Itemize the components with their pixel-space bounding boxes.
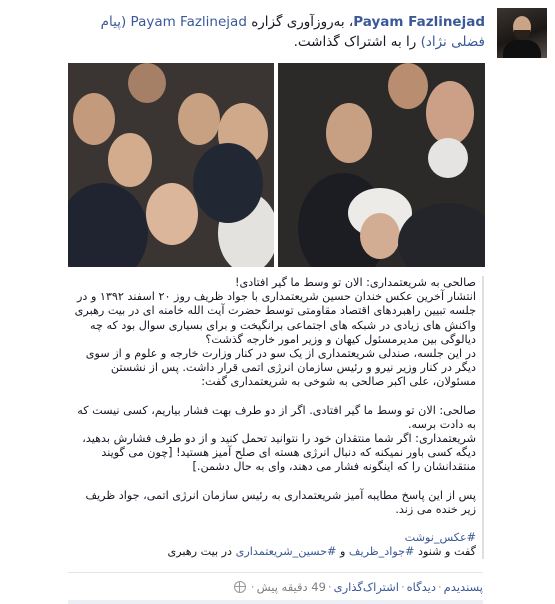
photo-gallery xyxy=(68,63,485,267)
hashtag-javad-zarif[interactable]: #جواد_ظریف xyxy=(348,545,415,559)
hashtag-hossein-shariatmadari[interactable]: #حسین_شریعتمداری xyxy=(235,545,337,559)
photo-left[interactable] xyxy=(68,63,274,267)
post-header xyxy=(70,12,485,52)
linked-page[interactable]: Payam Fazlinejad (پیام فضلی نژاد) xyxy=(100,14,485,50)
divider xyxy=(68,572,483,573)
post-line: صالحی به شریعتمداری: الان تو وسط ما گیر افتادی! xyxy=(235,276,476,289)
author-name[interactable]: Payam Fazlinejad xyxy=(353,14,485,30)
post-line: انتشار آخرین عکس خندان حسین شریعتمداری با جواد ظریف روز ۲۰ اسفند ۱۳۹۲ و در جلسه تبیین راهبردهای اقتصاد مقاومتی توسط حضرت آیت الله خامنه ای در بیت رهبری واکنش های زیادی در شبکه های اجتماعی برانگیخت و برای بسیاری سوال بود که چه دیالوگی بین مدیرمسئول کیهان و وزیر امور خارجه گذشت؟ xyxy=(74,290,476,346)
post-body xyxy=(70,276,484,559)
separator: · xyxy=(400,580,405,594)
post-actions xyxy=(234,578,483,596)
post-gap xyxy=(70,475,476,489)
last-line-prefix: گفت و شنود xyxy=(414,545,476,559)
post-line: صالحی: الان تو وسط ما گیر افتادی. اگر از دو طرف بهت فشار بیاریم، کسی نیست که به دادت برسه. xyxy=(77,403,476,431)
post-gap xyxy=(70,517,476,531)
header-suffix: را به اشتراک گذاشت. xyxy=(293,34,421,50)
post-line: در این جلسه، صندلی شریعتمداری از یک سو در کنار وزارت خارجه و علوم و از سوی دیگر در کنار وزیر نیرو و رئیس سازمان انرژی اتمی قرار داشت. پس از نشستن مسئولان، علی اکبر صالحی به شوخی به شریعتمداری گفت: xyxy=(85,347,476,389)
avatar-body xyxy=(503,40,541,58)
post-line: پس از این پاسخ مطایبه آمیز شریعتمداری به رئیس سازمان انرژی اتمی، جواد ظریف زیر خنده می زند. xyxy=(85,488,476,516)
hashtag-aks-neveshte[interactable]: #عکس_نوشت xyxy=(404,531,476,545)
hashtag-line xyxy=(70,531,476,545)
like-link[interactable]: پسندیدم xyxy=(443,580,483,594)
last-line-suffix: در بیت رهبری xyxy=(167,545,236,559)
share-link[interactable]: اشتراک‌گذاری xyxy=(333,580,399,594)
post-last-line xyxy=(70,545,476,559)
timestamp[interactable]: 49 دقیقه پیش xyxy=(256,580,326,594)
separator: · xyxy=(250,580,255,594)
separator: · xyxy=(438,580,442,594)
photo-right[interactable] xyxy=(278,63,485,267)
comment-link[interactable]: دیدگاه xyxy=(406,580,437,594)
last-line-middle: و xyxy=(336,545,349,559)
separator: · xyxy=(327,580,332,594)
header-action: ، به‌روزآوری گزاره xyxy=(251,14,354,30)
post-line: شریعتمداری: اگر شما منتقدان خود را نتوانید تحمل کنید و از دو طرف فشارش بدهید، دیگه کسی باور نمیکنه که دنبال انرژی هسته ای صلح آمیز هستید! [چون می گویند منتقدانشان را که اینگونه فشار می دهند، وای به حال دشمن.] xyxy=(82,432,476,474)
footer-bar xyxy=(68,600,483,604)
author-avatar[interactable] xyxy=(497,8,547,58)
globe-icon[interactable] xyxy=(234,581,246,593)
avatar-beard xyxy=(514,30,530,40)
post-gap xyxy=(70,390,476,404)
